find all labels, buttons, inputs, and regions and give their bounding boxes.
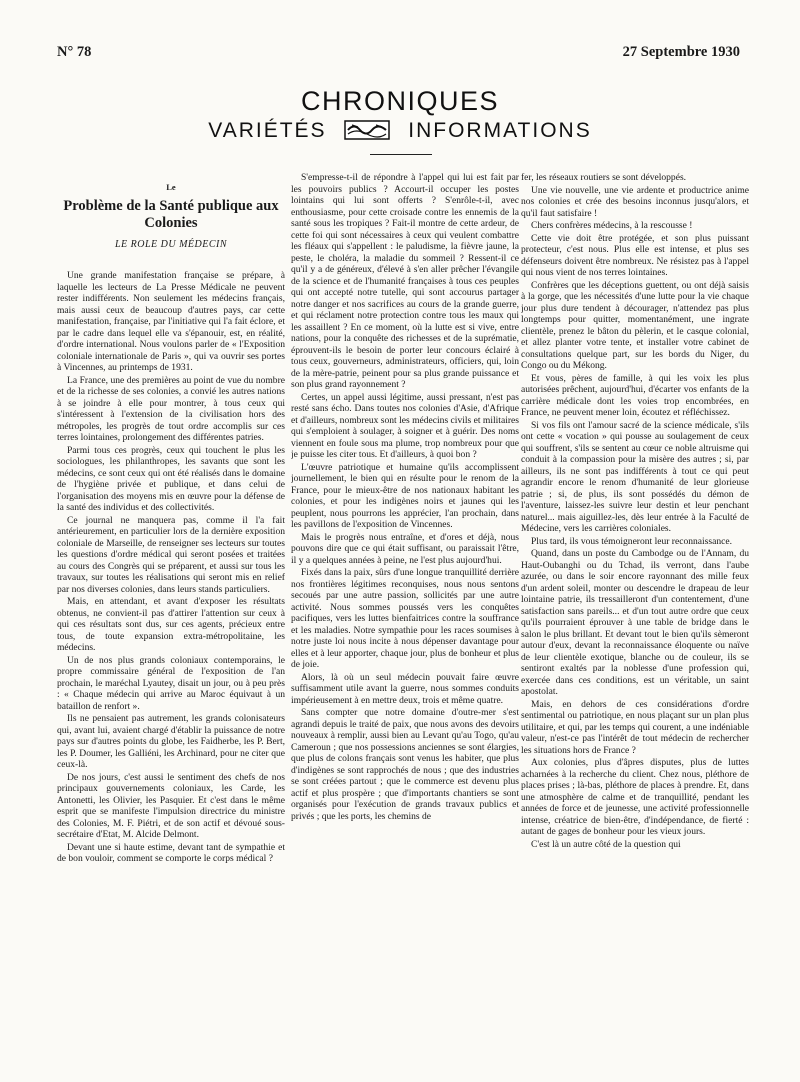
paragraph: Cette vie doit être protégée, et son plus puissant protecteur, c'est nous. Plus elle est intense, et plus ses défenseurs doivent être nombreux. Ne résistez pas à l'appel qui nous vient de nos terres lointaines. [521, 232, 749, 278]
column-3 [521, 172, 749, 1064]
article-title: Problème de la Santé publique aux Colonies [63, 197, 279, 231]
masthead-varietes: VARIÉTÉS [208, 119, 327, 142]
masthead-rule [370, 154, 432, 155]
masthead-informations: INFORMATIONS [408, 119, 592, 142]
decorative-ornament-icon [344, 120, 390, 140]
paragraph: Quand, dans un poste du Cambodge ou de l'Annam, du Haut-Oubanghi ou du Tchad, ils verront, dans l'aube azurée, ou dans le soir encore rayonnant des mille feux d'un ardent soleil, monter ou descendre le drapeau de leur lointaine patrie, ils tressailleront d'un contentement, d'une satisfaction sans pareils... et d'un tout autre ordre que ceux qu'ils pourraient éprouver à une table de bridge dans le salon le plus brillant. Et devant tout le bien qu'ils sèmeront autour d'eux, devant la reconnaissance éloquente ou naïve de leur clientèle exotique, blanche ou de couleur, ils se sentiront exaltés par la noblesse d'une profession qui, exercée dans ces conditions, est un véritable, un saint apostolat. [521, 548, 749, 697]
paragraph: fer, les réseaux routiers se sont développés. [521, 172, 687, 183]
paragraph: La France, une des premières au point de vue du nombre et de la richesse de ses colonies, a convié les autres nations à se joindre à elle pour montrer, à tous ceux qui s'intéressent à l'extension de la civilisation hors des métropoles, les progrès de tout ordre accomplis sur ces terres lointaines, prolongement des différentes patries. [57, 374, 285, 443]
paragraph: L'œuvre patriotique et humaine qu'ils accomplissent journellement, le bien qui en résulte pour le renom de la France, pour le mieux-être de nos nationaux habitant les colonies, et pour les indigènes noirs et jaunes qui les peuplent, nous pourrons les apprécier, l'an prochain, dans les pavillons de l'exposition de Vincennes. [291, 461, 519, 530]
paragraph: Sans compter que notre domaine d'outre-mer s'est agrandi depuis le traité de paix, que nous avons des devoirs nouveaux à remplir, aussi bien au Levant qu'au Togo, qu'au Cameroun ; que nos possessions anciennes se sont élargies, que plus de colons français sont venus les habiter, que plus d'indigènes se sont rapprochés de nous ; que des industries se sont créées partout ; que le commerce est devenu plus actif et plus prospère ; que d'importants chantiers se sont organisés pour l'exécution de grands travaux publics et privés ; que les ports, les chemins de [291, 707, 519, 822]
paragraph: De nos jours, c'est aussi le sentiment des chefs de nos principaux gouvernements coloniaux, les Carde, les Antonetti, les Olivier, les Pasquier. Et c'est dans le même esprit que se manifeste l'impulsion directrice du ministre des Colonies, M. F. Piétri, et de son actif et dévoué sous-secrétaire d'Etat, M. Alcide Delmont. [57, 771, 285, 840]
article-subtitle: LE ROLE DU MÉDECIN [114, 238, 228, 250]
paragraph: Une grande manifestation française se prépare, à laquelle les lecteurs de La Presse Médicale ne peuvent rester indifférents. Non seulement les médecins français, mais aussi ceux de beaucoup d'autres pays, car cette manifestation, française, par l'initiative qui l'a fait éclore, et par le cadre dans lequel elle va s'épanouir, est, en réalité, d'ordre international. Nous voulons parler de « l'Exposition coloniale internationale de Paris », qui va ouvrir ses portes à Vincennes, au printemps de 1931. [57, 270, 285, 373]
paragraph: Aux colonies, plus d'âpres disputes, plus de luttes acharnées à la recherche du client. Chez nous, pléthore de places prises ; là-bas, pléthore de places à prendre. Et, dans une atmosphère de calme et de tranquillité, pendant les années de force et de jeunesse, une activité professionnelle intense, créatrice de bien-être, d'indépendance, de fierté : autant de gages de bonheur pour les vieux jours. [521, 757, 749, 837]
column-1 [57, 180, 285, 1064]
paragraph: Chers confrères médecins, à la rescousse ! [531, 220, 693, 231]
issue-date: 27 Septembre 1930 [622, 44, 740, 60]
paragraph: Alors, là où un seul médecin pouvait faire œuvre suffisamment utile avant la guerre, nous sommes conduits impérieusement à en mettre deux, trois et même quatre. [291, 671, 519, 706]
paragraph: Confrères que les déceptions guettent, ou ont déjà saisis à la gorge, que les nécessités d'une lutte pour la vie chaque jour plus dure tendent à décourager, n'attendez pas plus longtemps pour quitter, momentanément, une ingrate clientèle, prenez le bâton du pèlerin, et le casque colonial, et allez planter votre tente, et installer votre cabinet de consultations quelque part, sur les bords du Niger, du Congo ou du Mékong. [521, 279, 749, 371]
paragraph: Une vie nouvelle, une vie ardente et productrice anime nos colonies et crée des besoins inconnus jusqu'alors, et qu'il faut satisfaire ! [521, 184, 749, 219]
paragraph: Et vous, pères de famille, à qui les voix les plus autorisées prêchent, aujourd'hui, d'écarter vos enfants de la carrière médicale dont les voies trop encombrées, en France, ne peuvent mener loin, écoutez et réfléchissez. [521, 372, 749, 418]
paragraph: Parmi tous ces progrès, ceux qui touchent le plus les sociologues, les philanthropes, les savants que sont les médecins, ce sont ceux qui ont été réalisés dans le domaine de l'hygiène privée et publique, et dans celui de l'organisation des moyens mis en œuvre pour la défense de la santé des individus et des collectivités. [57, 444, 285, 513]
paragraph: C'est là un autre côté de la question qui [531, 838, 681, 850]
paragraph: Plus tard, ils vous témoigneront leur reconnaissance. [531, 535, 732, 547]
column-2 [291, 172, 519, 1064]
paragraph: Devant une si haute estime, devant tant de sympathie et de bon vouloir, comment se comporte le corps médical ? [57, 841, 285, 864]
article-kicker: Le [166, 182, 176, 192]
paragraph: Ce journal ne manquera pas, comme il l'a fait antérieurement, en particulier lors de la dernière exposition coloniale de Marseille, de renseigner ses lecteurs sur toutes les questions d'ordre médical qui seront posées et traitées au cours des Congrès qui se préparent, et aussi sur tous les travaux, sur toutes les réalisations qui seront mis en relief par nos diverses colonies, dans leurs stands particuliers. [57, 514, 285, 595]
masthead-subline [0, 118, 800, 144]
paragraph: Un de nos plus grands coloniaux contemporains, le propre commissaire général de l'exposition de l'an prochain, le maréchal Lyautey, disait un jour, ou à peu près : « Chaque médecin qui arrive au Maroc équivaut à un bataillon de renfort ». [57, 654, 285, 712]
paragraph: Mais le progrès nous entraîne, et d'ores et déjà, nous pouvons dire que ce qui était suffisant, ou paraissait l'être, il y a quelques années à peine, ne l'est plus aujourd'hui. [291, 531, 519, 566]
paragraph: Fixés dans la paix, sûrs d'une longue tranquillité derrière nos frontières légitimes reconquises, nous nous sentons secoués par une autre passion, sollicités par une autre activité. Nous sommes poussés vers les conquêtes pacifiques, vers les luttes bienfaitrices contre la souffrance et les maladies. Notre sympathie pour les races soumises à notre juste loi nous incite à nous dépenser davantage pour elles et à leur apporter, chaque jour, plus de bonheur et plus de joie. [291, 567, 519, 670]
page-header [57, 44, 740, 64]
masthead-chroniques: CHRONIQUES [300, 86, 499, 116]
paragraph: S'empresse-t-il de répondre à l'appel qui lui est fait par les pouvoirs publics ? Accourt-il occuper les postes lointains qui lui sont offerts ? S'enrôle-t-il, avec enthousiasme, pour cette croisade contre les ennemis de la santé sous les tropiques ? Fait-il montre de cette ardeur, de cette foi qui sont nécessaires à ceux qui veulent combattre les fléaux qui s'appellent : le paludisme, la fièvre jaune, la peste, le choléra, la maladie du sommeil ? Ressent-il ce qu'il y a de généreux, d'élevé à s'en aller prêcher l'évangile de la science et de l'humanité françaises à tous ces peuples qui ont accepté notre tutelle, qui sont accourus partager notre danger et nos sacrifices au cours de la grande guerre, et qui réclament notre protection contre tous les maux qui les assaillent ? En ce moment, où la lutte est si vive, entre nations, pour la conquête des richesses et de la suprématie, éprouvent-ils le besoin de porter leur concours éclairé à tous ceux, gouverneurs, administrateurs, officiers, qui, loin de la mère-patrie, peinent pour sa plus grande puissance et son plus grand rayonnement ? [291, 172, 519, 390]
paragraph: Ils ne pensaient pas autrement, les grands colonisateurs qui, avant lui, avaient chargé d'établir la puissance de notre pays sur d'autres points du globe, les Faidherbe, les P. Bert, les P. Doumer, les Galliéni, les Archinard, pour ne citer que ceux-là. [57, 713, 285, 770]
paragraph: Mais, en attendant, et avant d'exposer les résultats obtenus, ne convient-il pas d'attirer l'attention sur ceux à qui ces résultats sont dus, sur ces agents, précieux entre tous, de toute expansion extra-métropolitaine, les médecins. [57, 596, 285, 653]
issue-number: N° 78 [57, 44, 92, 60]
paragraph: Certes, un appel aussi légitime, aussi pressant, n'est pas resté sans écho. Dans toutes nos colonies d'Asie, d'Afrique et d'ailleurs, nombreux sont les médecins civils et militaires qui s'emploient à soulager, à soigner et à guérir. Des noms viennent en foule sous ma plume, trop nombreux pour que je puisse les citer tous. Et d'ailleurs, à quoi bon ? [291, 391, 519, 460]
paragraph: Mais, en dehors de ces considérations d'ordre sentimental ou patriotique, en nous plaçant sur un plan plus utilitaire, et qui, par les temps qui courent, a une indéniable valeur, n'est-ce pas l'intérêt de tout médecin de rechercher les situations hors de France ? [521, 698, 749, 756]
section-masthead [0, 86, 800, 144]
paragraph: Si vos fils ont l'amour sacré de la science médicale, s'ils ont cette « vocation » qui pousse au soulagement de ceux qui souffrent, s'ils se sentent au cœur ce noble altruisme qui conduit à la compassion pour la misère des autres ; si, par ailleurs, ils ne sont pas indifférents à tout ce qui peut agrandir encore le renom d'humanité de leur glorieuse patrie ; si, de plus, ils sont possédés du démon de l'aventure, laissez-les suivre leur destin et leur penchant naturel... mais aiguillez-les, dès leur entrée à la Faculté de Médecine, vers les carrières coloniales. [521, 419, 749, 534]
